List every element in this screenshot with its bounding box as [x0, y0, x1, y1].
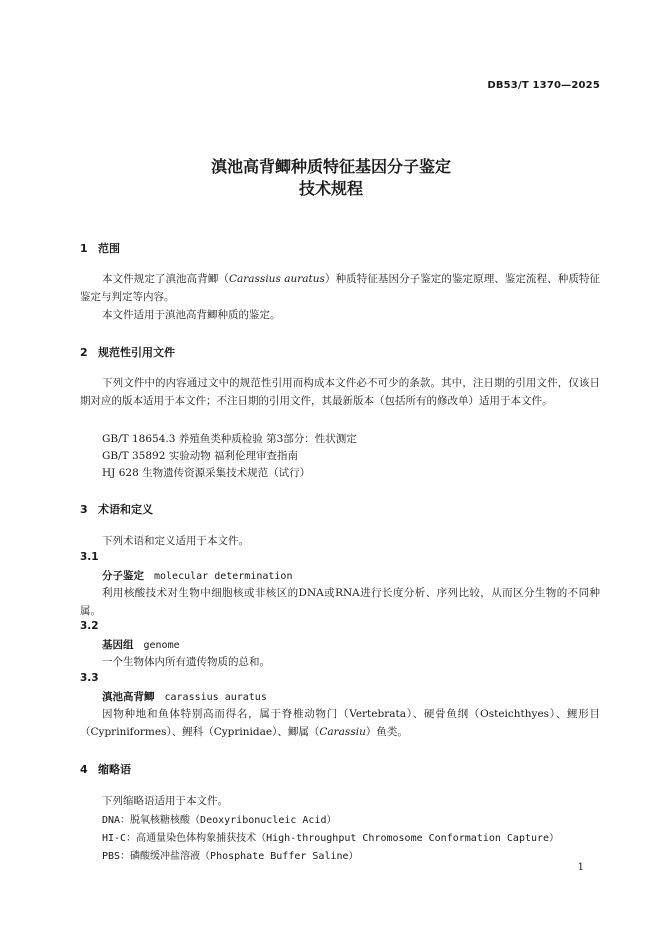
term-3-1: [102, 568, 292, 583]
term-3-1-number: 3.1: [80, 551, 99, 563]
section-3-intro: 下列术语和定义适用于本文件。: [102, 535, 249, 547]
term-3-1-en: molecular determination: [154, 571, 293, 582]
section-4-intro: 下列缩略语适用于本文件。: [102, 795, 228, 807]
title-line-1: 滇池高背鲫种质特征基因分子鉴定: [210, 157, 451, 176]
section-2-paragraph-1: 下列文件中的内容通过文中的规范性引用而构成本文件必不可少的条款。其中，注日期的引用文件，仅该日期对应的版本适用于本文件；不注日期的引用文件，其最新版本（包括所有的修改单）适用于本文件。: [80, 377, 600, 407]
section-1-paragraph-2: 本文件适用于滇池高背鲫种质的鉴定。: [102, 309, 281, 321]
term-3-3-en: carassius auratus: [164, 692, 267, 703]
title-line-2: 技术规程: [298, 179, 363, 198]
latin-name: Carassius auratus: [228, 273, 325, 285]
section-4-heading: [80, 761, 131, 777]
term-3-2: [102, 637, 180, 652]
standard-code: DB53/T 1370—2025: [487, 80, 600, 91]
term-3-3-number: 3.3: [80, 672, 99, 684]
section-3-heading: [80, 501, 153, 517]
abbreviation-item: HI-C：高通量染色体构象捕获技术（High-throughput Chromosome Conformation Capture）: [102, 833, 560, 844]
section-2-title: 规范性引用文件: [98, 346, 175, 359]
reference-item: GB/T 18654.3 养殖鱼类种质检验 第3部分：性状测定: [102, 433, 357, 445]
section-1-number: 1: [80, 242, 88, 255]
section-1-heading: [80, 240, 120, 256]
reference-item: GB/T 35892 实验动物 福利伦理审查指南: [102, 450, 299, 462]
section-2-heading: [80, 344, 175, 360]
section-1-title: 范围: [98, 242, 120, 255]
abbreviation-item: PBS：磷酸缓冲盐溶液（Phosphate Buffer Saline）: [102, 851, 359, 862]
term-3-2-number: 3.2: [80, 620, 99, 632]
term-3-2-en: genome: [143, 640, 180, 651]
term-3-1-zh: 分子鉴定: [102, 570, 144, 582]
term-3-3: [102, 689, 267, 704]
term-3-3-definition: [80, 705, 600, 741]
term-3-2-definition: 一个生物体内所有遗传物质的总和。: [102, 656, 270, 668]
term-3-2-zh: 基因组: [102, 639, 134, 651]
s1-p1-text-a: 本文件规定了滇池高背鲫（: [102, 273, 229, 285]
document-title: [0, 156, 662, 200]
section-1-paragraph-1: [80, 270, 600, 306]
s1-p1-text-b: ）种质特征基因分子鉴定的鉴定原理、鉴定流程、种质特征鉴定与判定等内容。: [80, 273, 601, 303]
section-2-number: 2: [80, 346, 88, 359]
section-3-title: 术语和定义: [98, 503, 153, 516]
t3-def-b: ）鱼类。: [365, 726, 408, 738]
section-4-title: 缩略语: [98, 763, 131, 776]
abbreviation-item: DNA：脱氧核糖核酸（Deoxyribonucleic Acid）: [102, 815, 337, 826]
section-3-number: 3: [80, 503, 88, 516]
section-4-number: 4: [80, 763, 88, 776]
term-3-3-zh: 滇池高背鲫: [102, 691, 155, 703]
term-3-1-definition: 利用核酸技术对生物中细胞核或非核区的DNA或RNA进行长度分析、序列比较，从而区分生物的不同种属。: [80, 587, 600, 617]
reference-item: HJ 628 生物遗传资源采集技术规范（试行）: [102, 467, 311, 479]
t3-def-a: 因物种地和鱼体特别高而得名，属于脊椎动物门（Vertebrata）、硬骨鱼纲（Osteichthyes）、鲤形目（Cypriniformes）、鲤科（Cyprinidae）、鲫属（: [80, 708, 600, 738]
page-number: 1: [577, 862, 584, 873]
t3-def-latin: Carassiu: [319, 726, 366, 738]
